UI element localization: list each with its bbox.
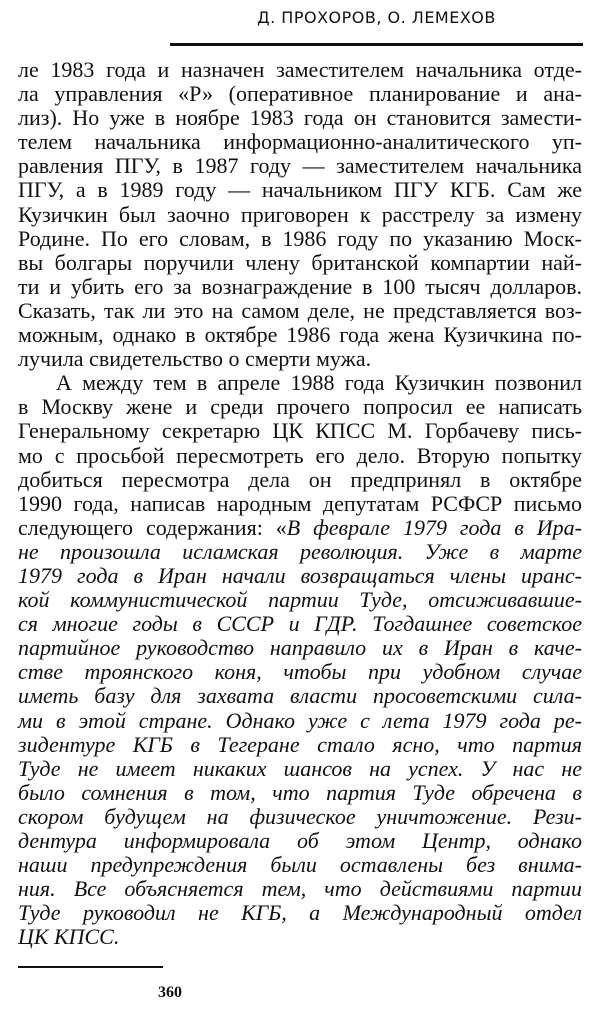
footnote-rule: [18, 966, 163, 968]
text-line: [18, 660, 582, 684]
text-segment: лиз). Но уже в ноябре 1983 года он становится замести-: [18, 105, 582, 131]
text-segment: Генеральному секретарю ЦК КПСС М. Горбачеву пись-: [18, 418, 582, 444]
text-segment: можным, однако в октябре 1986 года жена Кузичкина по-: [18, 322, 582, 348]
text-segment: ле 1983 года и назначен заместителем начальника отде-: [18, 57, 582, 82]
text-segment: телем начальника информационно-аналитического уп-: [18, 129, 582, 155]
text-line: [18, 227, 582, 251]
text-segment: Кузичкин был заочно приговорен к расстрелу за измену: [18, 201, 582, 227]
text-line: [18, 154, 582, 178]
italic-quote-text: Туде руководил не КГБ, а Международный отдел: [18, 900, 582, 926]
text-line: [18, 901, 582, 925]
text-segment: ти и убить его за вознаграждение в 100 тысяч долларов.: [18, 273, 582, 299]
text-line: [18, 82, 582, 106]
italic-quote-text: иметь базу для захвата власти просоветскими сила-: [18, 683, 582, 709]
italic-quote-text: ся многие годы в СССР и ГДР. Тогдашнее советское: [18, 611, 582, 637]
text-line: [18, 636, 582, 660]
text-line: [18, 468, 582, 492]
text-line: [18, 612, 582, 636]
text-line: [18, 829, 582, 853]
italic-quote-text: 1979 года в Иран начали возвращаться члены иранс-: [18, 562, 582, 588]
header-rule: [170, 43, 583, 46]
text-line: [18, 757, 582, 781]
text-line: [18, 492, 582, 516]
text-line: [18, 106, 582, 130]
text-segment: следующего содержания: «: [18, 514, 287, 540]
italic-quote-text: наши предупреждения были оставлены без внима-: [18, 852, 582, 878]
text-line: [18, 299, 582, 323]
text-segment: ПГУ, а в 1989 году — начальником ПГУ КГБ. Сам же: [18, 177, 582, 203]
text-line: [18, 853, 582, 877]
text-line: [18, 709, 582, 733]
italic-quote-text: партийное руководство направило их в Иран в каче-: [18, 635, 582, 661]
text-segment: мо с просьбой пересмотреть его дело. Вторую попытку: [18, 442, 582, 468]
text-segment: 1990 года, написав народным депутатам РСФСР письмо: [18, 490, 582, 516]
text-line: [18, 444, 582, 468]
text-line: [18, 877, 582, 901]
text-line: [18, 58, 582, 82]
text-line: [18, 516, 582, 540]
text-line: [18, 805, 582, 829]
text-line: [18, 540, 582, 564]
text-line: [18, 588, 582, 612]
text-line: [18, 684, 582, 708]
running-header: Д. ПРОХОРОВ, О. ЛЕМЕХОВ: [257, 8, 496, 27]
text-line: [18, 733, 582, 757]
text-segment: А между тем в апреле 1988 года Кузичкин позвонил: [56, 370, 582, 396]
italic-quote-text: Туде не имеет никаких шансов на успех. У нас не: [18, 755, 582, 781]
page-number: 360: [158, 984, 182, 1001]
italic-quote-text: зидентуре КГБ в Тегеране стало ясно, что партия: [18, 731, 582, 757]
text-segment: равления ПГУ, в 1987 году — заместителем начальника: [18, 153, 582, 179]
text-segment: Родине. По его словам, в 1986 году по указанию Моск-: [18, 225, 582, 251]
italic-quote-text: ЦК КПСС.: [18, 924, 120, 950]
text-line: [18, 347, 582, 371]
italic-quote-text: дентура информировала об этом Центр, однако: [18, 828, 582, 853]
text-segment: Сказать, так ли это на самом деле, не представляется воз-: [18, 297, 582, 323]
text-line: [18, 251, 582, 275]
italic-quote-text: скором будущем на физическое уничтожение. Рези-: [18, 803, 582, 829]
text-segment: вы болгары поручили члену британской компартии най-: [18, 249, 582, 275]
text-segment: ла управления «Р» (оперативное планирование и ана-: [18, 81, 582, 107]
text-segment: лучила свидетельство о смерти мужа.: [18, 346, 372, 372]
text-line: [18, 203, 582, 227]
italic-quote-text: ми в этой стране. Однако уже с лета 1979 года ре-: [18, 707, 582, 733]
italic-quote-text: не произошла исламская революция. Уже в марте: [18, 538, 582, 564]
body-text: [18, 58, 582, 949]
text-line: [18, 564, 582, 588]
italic-quote-text: В феврале 1979 года в Ира-: [286, 514, 582, 540]
italic-quote-text: ния. Все объясняется тем, что действиями партии: [18, 876, 582, 902]
text-segment: добиться пересмотра дела он предпринял в октябре: [18, 466, 582, 492]
text-line: [18, 371, 582, 395]
text-line: [18, 275, 582, 299]
text-line: [18, 419, 582, 443]
text-segment: в Москву жене и среди прочего попросил ее написать: [18, 394, 582, 420]
text-line: [18, 323, 582, 347]
text-line: [18, 781, 582, 805]
italic-quote-text: кой коммунистической партии Туде, отсиживавшие-: [18, 587, 582, 613]
text-line: [18, 395, 582, 419]
text-line: [18, 130, 582, 154]
italic-quote-text: было сомнения в том, что партия Туде обречена в: [18, 779, 582, 805]
text-line: [18, 178, 582, 202]
text-line: [18, 925, 582, 949]
italic-quote-text: стве троянского коня, чтобы при удобном случае: [18, 659, 582, 685]
